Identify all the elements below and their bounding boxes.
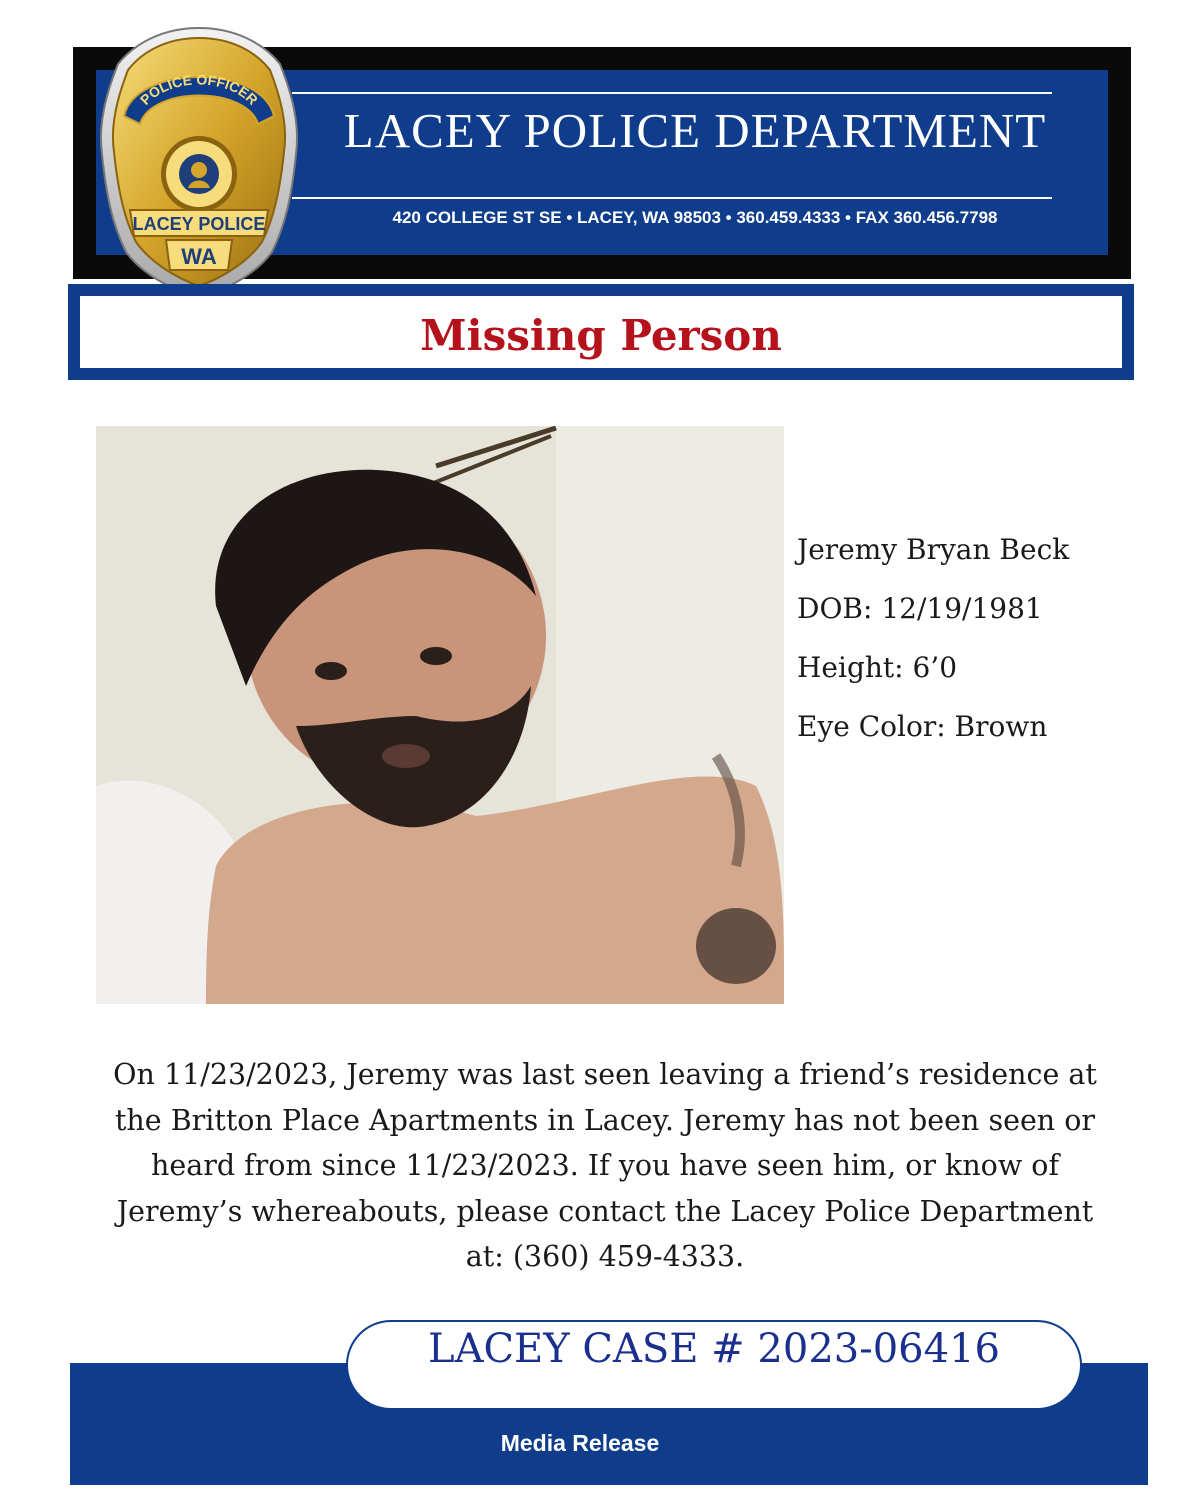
department-name: LACEY POLICE DEPARTMENT xyxy=(343,103,1047,158)
missing-person-photo xyxy=(96,426,784,1004)
svg-text:WA: WA xyxy=(181,244,217,269)
header-rule-top xyxy=(292,92,1052,94)
department-address: 420 COLLEGE ST SE • LACEY, WA 98503 • 360.459.4333 • FAX 360.456.7798 xyxy=(392,208,998,227)
media-release-label: Media Release xyxy=(500,1430,660,1456)
header-rule-bottom xyxy=(292,197,1052,199)
police-badge-icon xyxy=(96,24,302,302)
svg-text:LACEY POLICE: LACEY POLICE xyxy=(132,214,266,234)
person-dob: DOB: 12/19/1981 xyxy=(797,592,1043,625)
person-name: Jeremy Bryan Beck xyxy=(797,533,1070,566)
case-number: LACEY CASE # 2023-06416 xyxy=(428,1326,1000,1372)
person-eye-color: Eye Color: Brown xyxy=(797,710,1048,743)
person-details xyxy=(797,530,1187,766)
page-title: Missing Person xyxy=(420,311,782,360)
person-height: Height: 6’0 xyxy=(797,651,958,684)
svg-text:POLICE OFFICER: POLICE OFFICER xyxy=(136,71,262,108)
case-description: On 11/23/2023, Jeremy was last seen leaving a friend’s residence at the Britton Place Apartments in Lacey. Jeremy has not been seen or heard from since 11/23/2023. If you have seen him, or know of Jeremy’s whereabouts, please contact the Lacey Police Department at: (360) 459-4333. xyxy=(113,1058,1097,1273)
